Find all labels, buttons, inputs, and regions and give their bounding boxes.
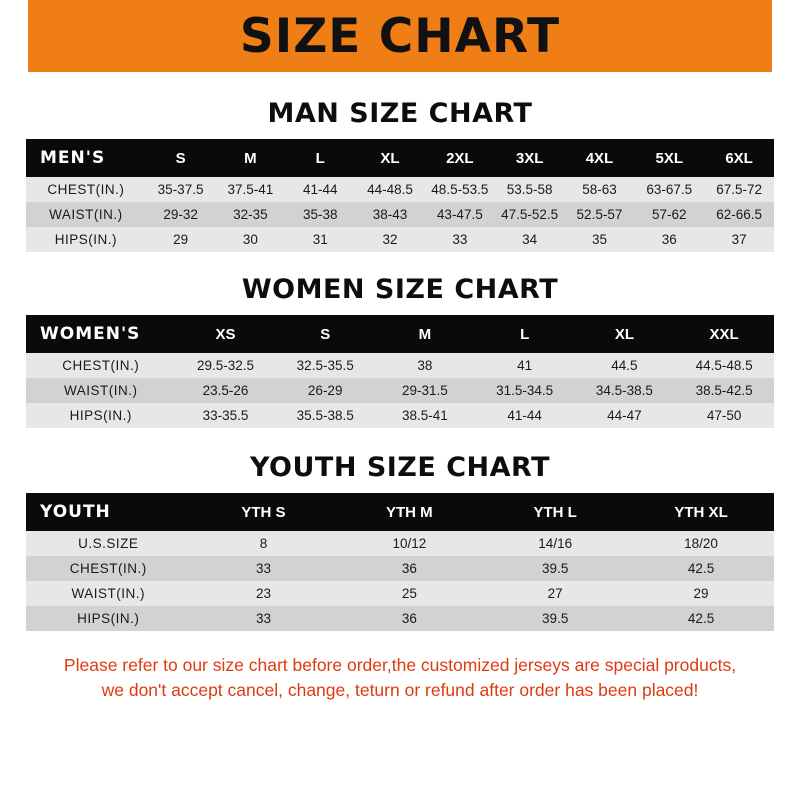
women-r1-c4: 31.5-34.5 bbox=[496, 383, 554, 398]
women-r1-c1: 23.5-26 bbox=[202, 383, 249, 398]
man-r1-c8: 57-62 bbox=[652, 207, 687, 222]
table-row bbox=[26, 581, 774, 606]
youth-r0-c0: U.S.SIZE bbox=[78, 536, 139, 551]
man-r1-c5: 43-47.5 bbox=[436, 207, 483, 222]
women-r2-c2: 35.5-38.5 bbox=[296, 408, 354, 423]
man-header-cell-8: 5XL bbox=[634, 139, 704, 177]
table-header-row bbox=[26, 315, 774, 353]
man-r1-c1: 29-32 bbox=[163, 207, 198, 222]
women-r2-c1: 33-35.5 bbox=[202, 408, 249, 423]
women-r0-c5: 44.5 bbox=[611, 358, 638, 373]
women-r0-c1: 29.5-32.5 bbox=[196, 358, 254, 373]
man-r2-c7: 35 bbox=[591, 232, 607, 247]
man-table-body bbox=[26, 177, 774, 252]
youth-r0-c2: 10/12 bbox=[392, 536, 427, 551]
table-row bbox=[26, 531, 774, 556]
man-r2-c5: 33 bbox=[452, 232, 468, 247]
man-size-table bbox=[26, 139, 774, 252]
women-r1-c5: 34.5-38.5 bbox=[595, 383, 653, 398]
table-row bbox=[26, 606, 774, 631]
man-header-cell-7: 4XL bbox=[565, 139, 635, 177]
man-r1-c9: 62-66.5 bbox=[716, 207, 762, 222]
table-row bbox=[26, 202, 774, 227]
women-r2-c3: 38.5-41 bbox=[402, 408, 448, 423]
youth-header-cell-4: YTH XL bbox=[628, 493, 774, 531]
man-r0-c2: 37.5-41 bbox=[227, 182, 274, 197]
youth-r2-c4: 29 bbox=[693, 586, 709, 601]
youth-r3-c2: 36 bbox=[401, 611, 417, 626]
man-r1-c3: 35-38 bbox=[302, 207, 338, 222]
women-header-cell-6: XXL bbox=[674, 315, 774, 353]
youth-header-cell-3: YTH L bbox=[482, 493, 628, 531]
man-r2-c2: 30 bbox=[242, 232, 258, 247]
header-band bbox=[0, 0, 800, 72]
man-r2-c9: 37 bbox=[731, 232, 747, 247]
women-r2-c6: 47-50 bbox=[706, 408, 742, 423]
man-r1-c6: 47.5-52.5 bbox=[501, 207, 559, 222]
table-row bbox=[26, 378, 774, 403]
youth-header-cell-1: YTH S bbox=[191, 493, 337, 531]
page-title: SIZE CHART bbox=[239, 8, 561, 64]
women-r1-c0: WAIST(IN.) bbox=[64, 383, 138, 398]
women-r1-c6: 38.5-42.5 bbox=[695, 383, 753, 398]
youth-r1-c4: 42.5 bbox=[687, 561, 715, 576]
women-r1-c2: 26-29 bbox=[307, 383, 343, 398]
man-r2-c0: HIPS(IN.) bbox=[54, 232, 117, 247]
women-header-cell-4: L bbox=[475, 315, 575, 353]
man-r1-c2: 32-35 bbox=[233, 207, 268, 222]
youth-r2-c0: WAIST(IN.) bbox=[71, 586, 146, 601]
women-r0-c2: 32.5-35.5 bbox=[296, 358, 354, 373]
man-r2-c3: 31 bbox=[312, 232, 328, 247]
youth-r1-c3: 39.5 bbox=[542, 561, 569, 576]
man-header-cell-6: 3XL bbox=[495, 139, 565, 177]
man-r0-c1: 35-37.5 bbox=[157, 182, 204, 197]
youth-r0-c1: 8 bbox=[259, 536, 268, 551]
youth-table-header bbox=[26, 493, 774, 531]
chart-content bbox=[0, 72, 800, 704]
man-table-header bbox=[26, 139, 774, 177]
youth-size-table bbox=[26, 493, 774, 631]
man-r2-c8: 36 bbox=[661, 232, 677, 247]
man-r1-c7: 52.5-57 bbox=[576, 207, 623, 222]
man-header-cell-4: XL bbox=[355, 139, 425, 177]
youth-header-cell-0: YOUTH bbox=[26, 493, 191, 531]
youth-r0-c3: 14/16 bbox=[538, 536, 573, 551]
man-r0-c5: 48.5-53.5 bbox=[431, 182, 489, 197]
table-row bbox=[26, 227, 774, 252]
man-r2-c4: 32 bbox=[382, 232, 398, 247]
women-header-cell-1: XS bbox=[176, 315, 276, 353]
man-r0-c3: 41-44 bbox=[302, 182, 338, 197]
man-header-cell-0: MEN'S bbox=[26, 139, 146, 177]
youth-r3-c3: 39.5 bbox=[542, 611, 569, 626]
man-section-title: MAN SIZE CHART bbox=[267, 98, 533, 129]
women-table-body bbox=[26, 353, 774, 428]
youth-r2-c1: 23 bbox=[255, 586, 271, 601]
youth-r1-c0: CHEST(IN.) bbox=[69, 561, 147, 576]
man-r2-c6: 34 bbox=[522, 232, 538, 247]
women-r2-c0: HIPS(IN.) bbox=[69, 408, 132, 423]
women-header-cell-0: WOMEN'S bbox=[26, 315, 176, 353]
women-r0-c6: 44.5-48.5 bbox=[695, 358, 753, 373]
women-header-cell-2: S bbox=[275, 315, 375, 353]
women-r0-c3: 38 bbox=[417, 358, 433, 373]
youth-r1-c2: 36 bbox=[401, 561, 417, 576]
man-header-cell-9: 6XL bbox=[704, 139, 774, 177]
women-r0-c4: 41 bbox=[517, 358, 533, 373]
youth-header-cell-2: YTH M bbox=[336, 493, 482, 531]
man-r0-c4: 44-48.5 bbox=[367, 182, 413, 197]
table-row bbox=[26, 177, 774, 202]
man-r0-c7: 58-63 bbox=[582, 182, 617, 197]
women-r0-c0: CHEST(IN.) bbox=[62, 358, 140, 373]
women-size-table bbox=[26, 315, 774, 428]
man-header-cell-1: S bbox=[146, 139, 216, 177]
youth-section-title: YOUTH SIZE CHART bbox=[249, 452, 551, 483]
footer-note-line2: we don't accept cancel, change, teturn or refund after order has been placed! bbox=[101, 680, 699, 701]
man-r0-c0: CHEST(IN.) bbox=[47, 182, 125, 197]
table-row bbox=[26, 353, 774, 378]
youth-r2-c3: 27 bbox=[547, 586, 563, 601]
table-row bbox=[26, 403, 774, 428]
man-r2-c1: 29 bbox=[173, 232, 189, 247]
women-r1-c3: 29-31.5 bbox=[402, 383, 448, 398]
women-section-title: WOMEN SIZE CHART bbox=[241, 274, 559, 305]
table-row bbox=[26, 556, 774, 581]
man-r0-c6: 53.5-58 bbox=[506, 182, 553, 197]
footer-note-line1: Please refer to our size chart before order,the customized jerseys are special products, bbox=[63, 655, 737, 675]
women-header-cell-5: XL bbox=[575, 315, 675, 353]
man-header-cell-2: M bbox=[215, 139, 285, 177]
youth-r3-c1: 33 bbox=[255, 611, 271, 626]
man-r1-c4: 38-43 bbox=[372, 207, 408, 222]
women-header-cell-3: M bbox=[375, 315, 475, 353]
women-r2-c4: 41-44 bbox=[507, 408, 542, 423]
youth-r3-c0: HIPS(IN.) bbox=[77, 611, 140, 626]
youth-r1-c1: 33 bbox=[255, 561, 271, 576]
table-header-row bbox=[26, 139, 774, 177]
youth-table-body bbox=[26, 531, 774, 631]
youth-r3-c4: 42.5 bbox=[687, 611, 715, 626]
footer-note bbox=[38, 653, 762, 704]
youth-r0-c4: 18/20 bbox=[684, 536, 718, 551]
man-r0-c9: 67.5-72 bbox=[716, 182, 762, 197]
women-r2-c5: 44-47 bbox=[607, 408, 642, 423]
youth-r2-c2: 25 bbox=[401, 586, 417, 601]
man-r0-c8: 63-67.5 bbox=[646, 182, 693, 197]
women-table-header bbox=[26, 315, 774, 353]
man-header-cell-3: L bbox=[285, 139, 355, 177]
man-header-cell-5: 2XL bbox=[425, 139, 495, 177]
man-r1-c0: WAIST(IN.) bbox=[49, 207, 123, 222]
table-header-row bbox=[26, 493, 774, 531]
